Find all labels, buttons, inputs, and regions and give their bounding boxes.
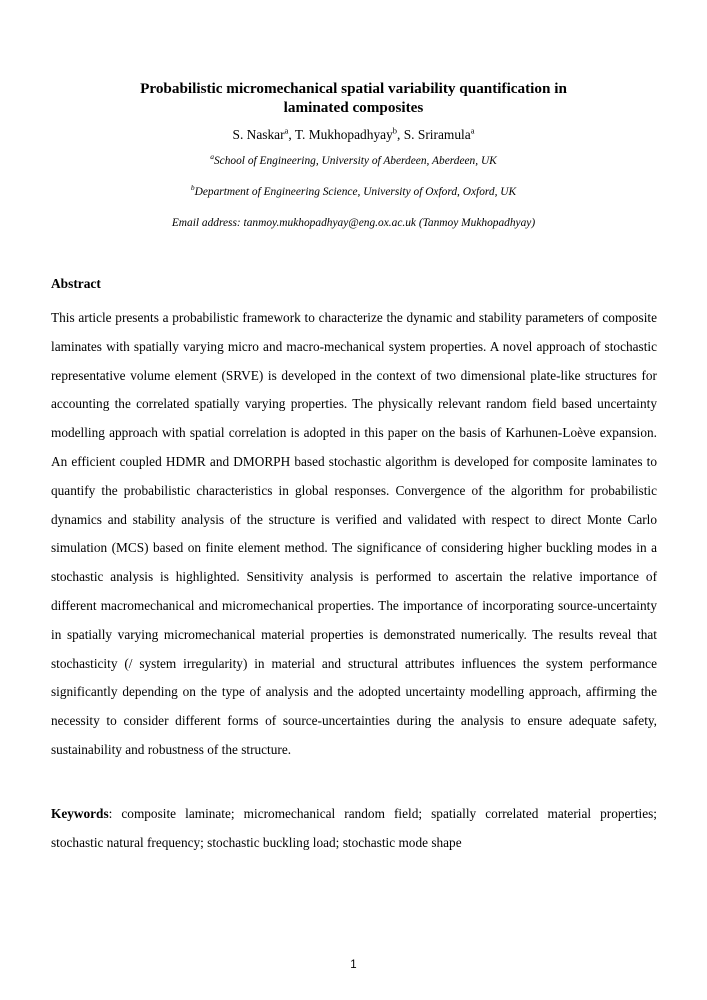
abstract-body: This article presents a probabilistic framework to characterize the dynamic and stability parameters of composite laminates with spatially varying micro and macro-mechanical system properties. A novel approach of stochastic representative volume element (SRVE) is developed in the context of two dimensional plate-like structures for accounting the correlated spatially varying properties. The physically relevant random field based uncertainty modelling approach with spatial correlation is adopted in this paper on the basis of Karhunen-Loève expansion. An efficient coupled HDMR and DMORPH based stochastic algorithm is developed for composite laminates to quantify the probabilistic characteristics in global responses. Convergence of the algorithm for probabilistic dynamics and stability analysis of the structure is verified and validated with respect to direct Monte Carlo simulation (MCS) based on finite element method. The significance of considering higher buckling modes in a stochastic analysis is highlighted. Sensitivity analysis is performed to ascertain the relative importance of different macromechanical and micromechanical properties. The importance of incorporating source-uncertainty in spatially varying micromechanical material properties is demonstrated numerically. The results reveal that stochasticity (/ system irregularity) in material and structural attributes influences the system performance significantly depending on the type of analysis and the adopted uncertainty modelling approach, affirming the necessity to consider different forms of source-uncertainties during the analysis to ensure adequate safety, sustainability and robustness of the structure. xyxy=(51,310,657,757)
affiliation-text: School of Engineering, University of Aberdeen, Aberdeen, UK xyxy=(213,155,497,167)
abstract-heading: Abstract xyxy=(51,276,101,291)
page-number: 1 xyxy=(350,959,357,971)
author-affil-mark: a xyxy=(284,125,289,136)
paper-title-line-2: laminated composites xyxy=(283,99,424,116)
author-name: S. Sriramula xyxy=(403,127,471,142)
corresponding-email: Email address: tanmoy.mukhopadhyay@eng.ox.ac.uk (Tanmoy Mukhopadhyay) xyxy=(171,217,536,229)
author-affil-mark: a xyxy=(470,125,475,136)
author-affil-mark: b xyxy=(392,125,398,136)
author-separator: , xyxy=(397,127,404,142)
keywords-paragraph xyxy=(51,800,657,858)
paper-title xyxy=(60,79,647,117)
author-list xyxy=(60,126,647,144)
affiliation-a xyxy=(60,154,647,169)
author-name: T. Mukhopadhyay xyxy=(294,127,393,142)
keywords-label: Keywords xyxy=(51,806,109,821)
keywords-text: : composite laminate; micromechanical random field; spatially correlated material properties; stochastic natural frequency; stochastic buckling load; stochastic mode shape xyxy=(51,806,657,850)
affiliation-b xyxy=(60,185,647,200)
affiliation-mark: b xyxy=(190,183,195,193)
author-separator: , xyxy=(288,127,295,142)
affiliation-text: Department of Engineering Science, University of Oxford, Oxford, UK xyxy=(194,186,517,198)
paper-title-line-1: Probabilistic micromechanical spatial variability quantification in xyxy=(140,80,567,97)
author-name: S. Naskar xyxy=(232,127,285,142)
affiliation-mark: a xyxy=(210,152,214,162)
